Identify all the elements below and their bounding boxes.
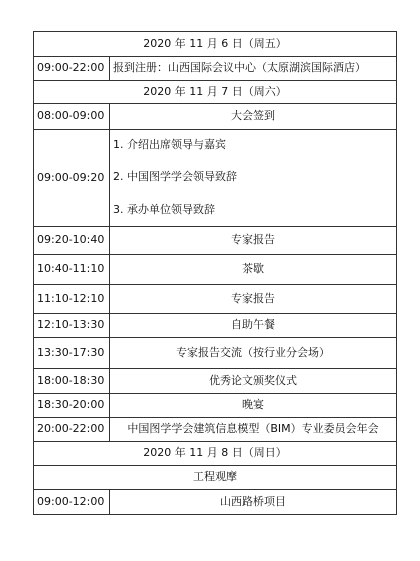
table-row <box>34 285 397 314</box>
table-row <box>34 314 397 338</box>
event-cell: 大会签到 <box>110 104 397 130</box>
table-row <box>34 57 397 81</box>
event-cell: 优秀论文颁奖仪式 <box>110 369 397 394</box>
event-cell: 山西路桥项目 <box>110 490 397 515</box>
day-header-row <box>34 442 397 466</box>
event-cell: 茶歇 <box>110 255 397 285</box>
event-cell: 专家报告 <box>110 227 397 255</box>
time-cell: 18:00-18:30 <box>34 369 110 394</box>
time-cell: 10:40-11:10 <box>34 255 110 285</box>
time-cell: 09:20-10:40 <box>34 227 110 255</box>
day1-header: 2020 年 11 月 6 日（周五） <box>34 32 397 57</box>
day-header-row <box>34 32 397 57</box>
list-item: 2. 中国图学学会领导致辞 <box>113 169 237 183</box>
day-subheader-row <box>34 466 397 490</box>
table-row <box>34 490 397 515</box>
day-header-row <box>34 81 397 104</box>
time-cell: 08:00-09:00 <box>34 104 110 130</box>
day2-header: 2020 年 11 月 7 日（周六） <box>34 81 397 104</box>
event-cell: 中国图学学会建筑信息模型（BIM）专业委员会年会 <box>110 418 397 442</box>
day3-subheader: 工程观摩 <box>34 466 397 490</box>
table-row <box>34 418 397 442</box>
list-item: 1. 介绍出席领导与嘉宾 <box>113 137 226 151</box>
time-cell: 09:00-09:20 <box>34 130 110 227</box>
table-row <box>34 104 397 130</box>
time-cell: 12:10-13:30 <box>34 314 110 338</box>
day3-header: 2020 年 11 月 8 日（周日） <box>34 442 397 466</box>
list-item: 3. 承办单位领导致辞 <box>113 202 215 216</box>
table-row <box>34 369 397 394</box>
time-cell: 20:00-22:00 <box>34 418 110 442</box>
event-cell: 晚宴 <box>110 394 397 418</box>
event-cell: 专家报告交流（按行业分会场） <box>110 338 397 369</box>
event-cell: 专家报告 <box>110 285 397 314</box>
event-cell-list <box>110 130 397 227</box>
time-cell: 18:30-20:00 <box>34 394 110 418</box>
event-cell: 报到注册：山西国际会议中心（太原湖滨国际酒店） <box>110 57 397 81</box>
event-cell: 自助午餐 <box>110 314 397 338</box>
time-cell: 09:00-12:00 <box>34 490 110 515</box>
time-cell: 11:10-12:10 <box>34 285 110 314</box>
table-row <box>34 227 397 255</box>
schedule-table <box>33 31 397 515</box>
table-row <box>34 255 397 285</box>
time-cell: 13:30-17:30 <box>34 338 110 369</box>
table-row <box>34 338 397 369</box>
time-cell: 09:00-22:00 <box>34 57 110 81</box>
table-row <box>34 394 397 418</box>
table-row <box>34 130 397 227</box>
